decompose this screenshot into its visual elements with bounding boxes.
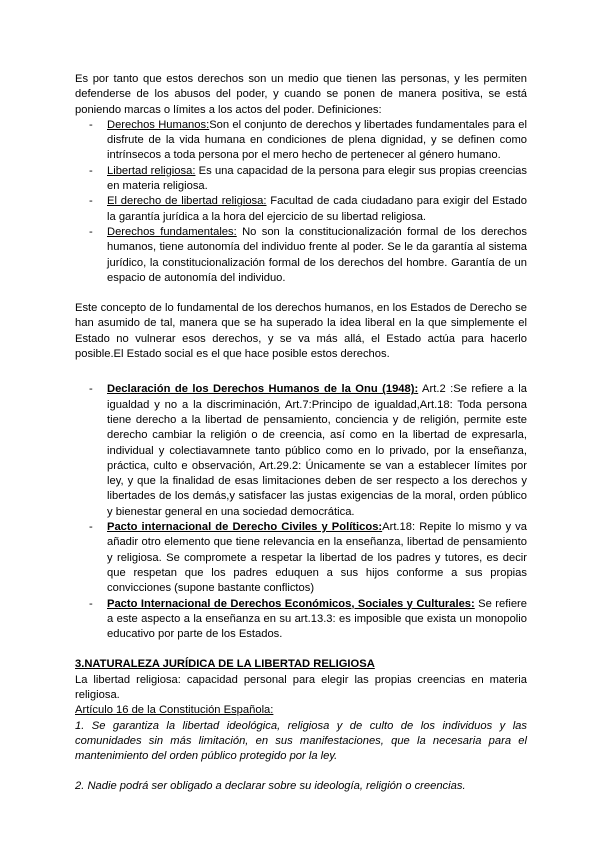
intro-paragraph: Es por tanto que estos derechos son un medio que tienen las personas, y les permiten defenderse de los abusos del poder, y cuando se ponen de manera positiva, se está poniendo marcas o límites a los actos del poder. Definiciones: bbox=[75, 73, 527, 116]
treaty-text: Se refiere a este aspecto a la enseñanza en su art.13.3: es imposible que exista un monopolio educativo por parte de los Estados. bbox=[107, 597, 527, 641]
treaty-item bbox=[75, 597, 527, 643]
page-content bbox=[75, 72, 527, 795]
treaty-title: Pacto Internacional de Derechos Económicos, Sociales y Culturales: bbox=[107, 597, 475, 610]
definition-term: Libertad religiosa: bbox=[107, 164, 196, 177]
definition-text: Facultad de cada ciudadano para exigir del Estado la garantía jurídica a la hora del ejercicio de su libertad religiosa. bbox=[107, 195, 528, 223]
concept-paragraph: Este concepto de lo fundamental de los derechos humanos, en los Estados de Derecho se han asumido de tal, manera que se ha superado la idea liberal en la que simplemente el Estado no vulnerar esos derechos, y se va más allá, el Estado actúa para hacerlo posible.El Estado social es el que hace posible estos derechos. bbox=[75, 302, 527, 361]
definition-item bbox=[75, 164, 527, 195]
treaty-title: Declaración de los Derechos Humanos de la Onu (1948): bbox=[107, 383, 419, 396]
treaty-item bbox=[75, 520, 527, 596]
definition-text: No son la constitucionalización formal de los derechos humanos, tiene autonomía del individuo frente al poder. Se le da garantía al sistema jurídico, la constitucionalización formal de los derechos del hombre. Garantía de un espacio de autonomía del individuo. bbox=[107, 225, 527, 284]
treaty-text: Art.18: Repite lo mismo y va añadir otro elemento que tiene relevancia en la enseñanza, libertad de pensamiento y religiosa. Se compromete a respetar la libertad de los padres y tutores, es decir que respetan que los padres eduquen a sus hijos conforme a sus propias convicciones (supone bastante conflictos) bbox=[107, 521, 527, 595]
definitions-list bbox=[75, 118, 527, 286]
treaty-title: Pacto internacional de Derecho Civiles y Políticos: bbox=[107, 521, 383, 534]
article-paragraph-1: 1. Se garantiza la libertad ideológica, religiosa y de culto de los individuos y las comunidades sin más limitación, en sus manifestaciones, que la necesaria para el mantenimiento del orden público protegido por la ley. bbox=[75, 719, 527, 763]
definition-text: Es una capacidad de la persona para elegir sus propias creencias en materia religiosa. bbox=[107, 164, 528, 193]
definition-term: Derechos Humanos: bbox=[107, 118, 210, 131]
treaties-list bbox=[75, 382, 527, 642]
article-text bbox=[75, 719, 527, 795]
treaty-item bbox=[75, 382, 527, 520]
definition-term: Derechos fundamentales: bbox=[107, 225, 237, 238]
section-heading: 3.NATURALEZA JURÍDICA DE LA LIBERTAD RELIGIOSA bbox=[75, 658, 375, 671]
definition-term: El derecho de libertad religiosa: bbox=[107, 195, 267, 208]
definition-item bbox=[75, 194, 527, 225]
treaty-text: Art.2 :Se refiere a la igualdad y no a la discriminación, Art.7:Principo de igualdad,Art.18: Toda persona tiene derecho a la libertad de pensamiento, conciencia y de religión, permite este derecho cambiar la religión o de creencia, así como en la libertad de expresarla, individual y colectiavamnete tanto público como en lo privado, por la enseñanza, práctica, culto e observación, Art.29.2: Únicamente se van a establecer límites por ley, y que la finalidad de esas limitaciones deben de ser respecto a los derechos y libertades de los demás,y satisfacer las justas exigencias de la moral, orden público y bienestar general en una sociedad democrática. bbox=[107, 383, 527, 518]
article-paragraph-2: 2. Nadie podrá ser obligado a declarar sobre su ideología, religión o creencias. bbox=[75, 780, 466, 793]
section-definition: La libertad religiosa: capacidad personal para elegir las propias creencias en materia religiosa. bbox=[75, 673, 527, 701]
definition-text: Son el conjunto de derechos y libertades fundamentales para el disfrute de la vida humana en condiciones de plena dignidad, y se definen como intrínsecos a toda persona por el mero hecho de pertenecer al género humano. bbox=[107, 118, 527, 162]
article-heading: Artículo 16 de la Constitución Española: bbox=[75, 704, 274, 717]
definition-item bbox=[75, 118, 527, 164]
definition-item bbox=[75, 225, 527, 286]
